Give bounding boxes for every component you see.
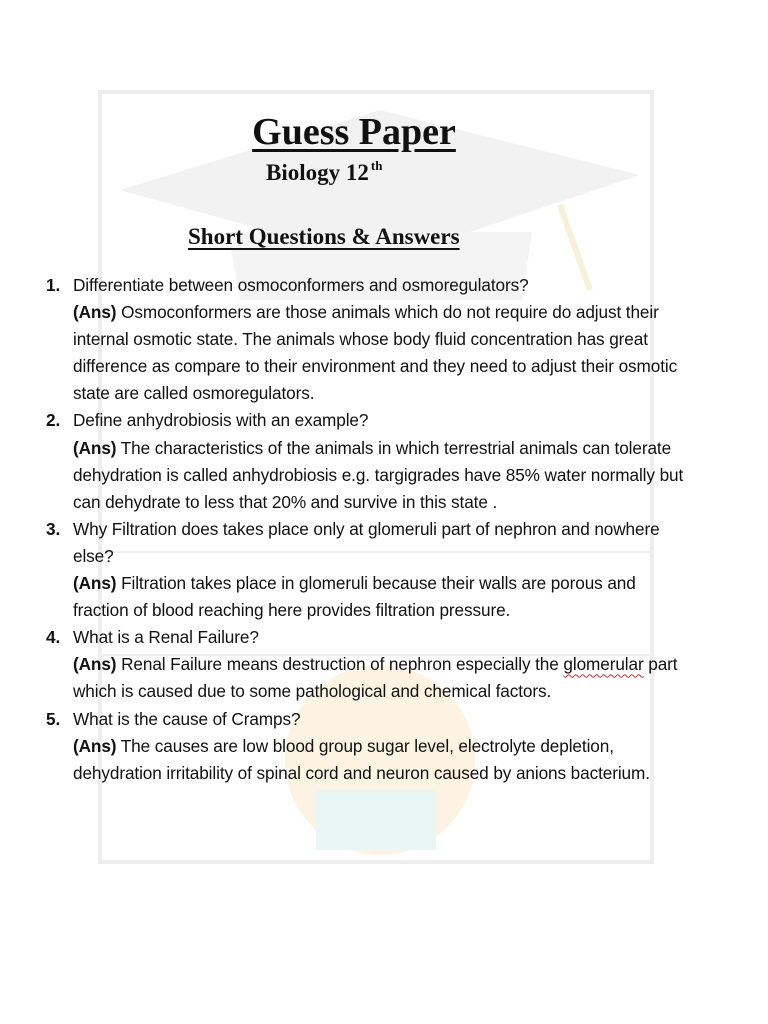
question-text: What is the cause of Cramps? xyxy=(73,708,301,729)
question-text: Why Filtration does takes place only at glomeruli part of nephron and nowhere else? xyxy=(73,518,660,566)
question-number: 4. xyxy=(46,627,61,648)
subject-heading xyxy=(266,160,382,186)
answer-label: (Ans) xyxy=(73,573,117,594)
question-item-3 xyxy=(46,516,686,624)
page-title-text: Guess Paper xyxy=(252,111,456,153)
page-title xyxy=(0,108,708,156)
grade-suffix: th xyxy=(370,158,383,173)
question-number: 3. xyxy=(46,518,61,539)
question-text: Define anhydrobiosis with an example? xyxy=(73,410,369,431)
answer-text: Osmoconformers are those animals which do not require do adjust their internal osmotic state. The animals whose body fluid concentration has great difference as compare to their environment and they need to adjust their osmotic state are called osmoregulators. xyxy=(73,302,678,404)
question-item-5 xyxy=(46,706,686,787)
spellcheck-underlined-word: glomerular xyxy=(563,654,644,675)
section-heading: Short Questions & Answers xyxy=(188,224,460,249)
question-number: 2. xyxy=(46,410,61,431)
question-text: What is a Renal Failure? xyxy=(73,627,259,648)
questions-list xyxy=(46,272,686,787)
question-number: 1. xyxy=(46,275,61,295)
subject-text: Biology 12 xyxy=(266,160,369,185)
answer-label: (Ans) xyxy=(73,437,117,458)
answer-label: (Ans) xyxy=(73,654,117,675)
answer-text-part-1: The characteristics of the animals in which terrestrial animals can tolerate dehydration is called anhydrobiosis e.g. xyxy=(73,437,672,485)
question-number: 5. xyxy=(46,708,61,729)
answer-text-part-2: targigrades have 85% water normally but can dehydrate to less that 20% and survive in this state . xyxy=(73,464,684,512)
answer-text-part-3: part which is caused due to some pathological and chemical factors. xyxy=(73,654,678,702)
question-text: Differentiate between osmoconformers and osmoregulators? xyxy=(73,275,529,295)
question-item-4 xyxy=(46,624,686,705)
answer-text-part-1: Renal Failure means destruction of nephron especially the xyxy=(116,654,564,675)
answer-text: The causes are low blood group sugar level, electrolyte depletion, dehydration irritability of spinal cord and neuron caused by anions bacterium. xyxy=(73,735,650,783)
answer-text: Filtration takes place in glomeruli because their walls are porous and fraction of blood reaching here provides filtration pressure. xyxy=(73,573,636,621)
answer-label: (Ans) xyxy=(73,302,117,323)
question-item-1 xyxy=(46,272,686,407)
question-item-2 xyxy=(46,407,686,515)
answer-label: (Ans) xyxy=(73,735,117,756)
watermark-book xyxy=(316,790,436,850)
